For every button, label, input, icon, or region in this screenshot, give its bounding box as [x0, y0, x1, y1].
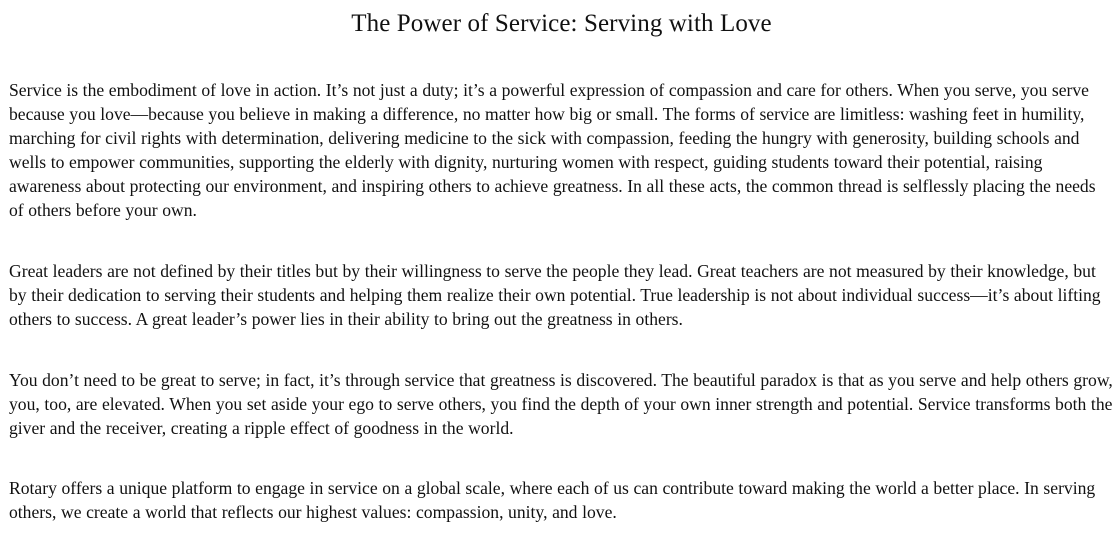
paragraph-service-love: Service is the embodiment of love in action. It’s not just a duty; it’s a powerful expression of compassion and care for others. When you serve, you serve because you love—because you believe in making a difference, no matter how big or small. The forms of service are limitless: washing feet in humility, marching for civil rights with determination, delivering medicine to the sick with compassion, feeding the hungry with generosity, building schools and wells to empower communities, supporting the elderly with dignity, nurturing women with respect, guiding students toward their potential, raising awareness about protecting our environment, and inspiring others to achieve greatness. In all these acts, the common thread is selflessly placing the needs of others before your own.	[9, 80, 1096, 220]
paragraph-rotary: Rotary offers a unique platform to engage in service on a global scale, where each of us can contribute toward making the world a better place. In serving others, we create a world that reflects our highest values: compassion, unity, and love.	[9, 478, 1096, 522]
document-title: The Power of Service: Serving with Love	[351, 10, 772, 37]
paragraph-greatness-discovered: You don’t need to be great to serve; in fact, it’s through service that greatness is discovered. The beautiful paradox is that as you serve and help others grow, you, too, are elevated. When you set aside your ego to serve others, you find the depth of your own inner strength and potential. Service transforms both the giver and the receiver, creating a ripple effect of goodness in the world.	[9, 370, 1113, 438]
paragraph-great-leaders: Great leaders are not defined by their titles but by their willingness to serve the people they lead. Great teachers are not measured by their knowledge, but by their dedication to serving their students and helping them realize their own potential. True leadership is not about individual success—it’s about lifting others to success. A great leader’s power lies in their ability to bring out the greatness in others.	[9, 261, 1101, 329]
